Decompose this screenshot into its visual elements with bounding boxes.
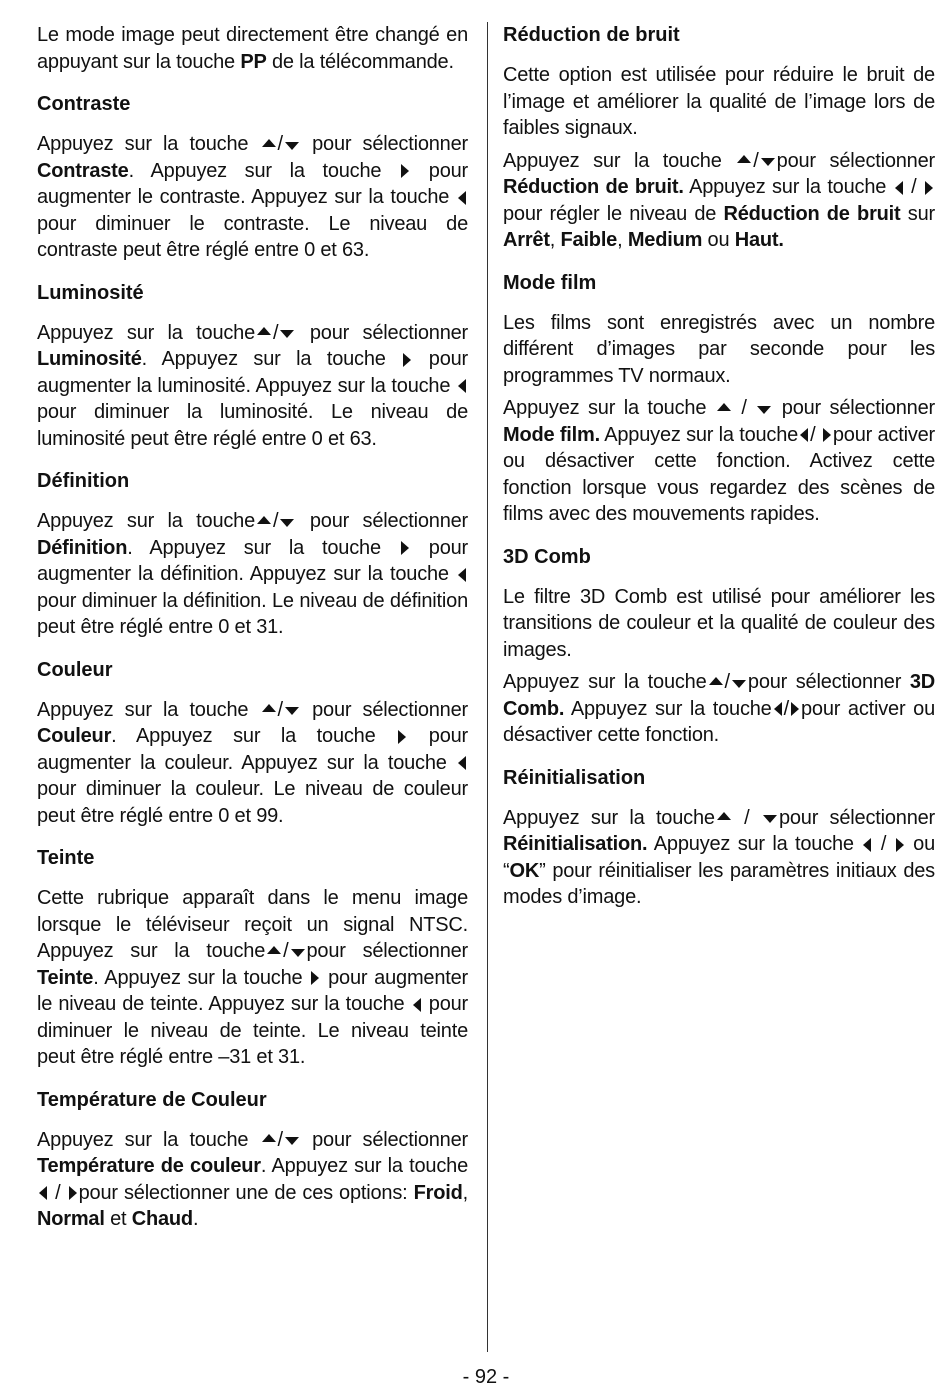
- left-column: [37, 22, 468, 1249]
- section-body: Cette rubrique apparaît dans le menu image lorsque le téléviseur reçoit un signal NTSC. Appuyez sur la touche / pour sélectionner Teinte. Appuyez sur la touche pour augmenter le niveau de teinte. Appuyez sur la touche pour diminuer le niveau de teinte. Le niveau teinte peut être réglé entre –31 et 31.: [37, 887, 469, 1068]
- down-arrow-icon: [761, 158, 775, 166]
- down-arrow-icon: [280, 519, 294, 527]
- section-description: Cette option est utilisée pour réduire le bruit de l’image et améliorer la qualité de l’image lors de faibles signaux.: [503, 64, 935, 139]
- section-title: Température de Couleur: [37, 1088, 267, 1111]
- section-body: Appuyez sur la touche / pour sélectionner Luminosité. Appuyez sur la touche pour augmenter la luminosité. Appuyez sur la touche pour diminuer la luminosité. Le niveau de luminosité peut être réglé entre 0 et 63.: [37, 321, 468, 450]
- down-arrow-icon: [763, 815, 777, 823]
- right-arrow-icon: [791, 702, 799, 716]
- right-arrow-icon: [69, 1186, 77, 1200]
- left-arrow-icon: [863, 838, 871, 852]
- up-arrow-icon: [709, 677, 723, 685]
- section-mode-film: [503, 270, 935, 528]
- section-temperature: [37, 1087, 468, 1233]
- section-body: Appuyez sur la touche / pour sélectionner Réinitialisation. Appuyez sur la touche / ou “OK” pour réinitialiser les paramètres initiaux des modes d’image.: [503, 806, 935, 908]
- up-arrow-icon: [267, 946, 281, 954]
- right-arrow-icon: [401, 164, 409, 178]
- up-arrow-icon: [257, 516, 271, 524]
- right-arrow-icon: [401, 541, 409, 555]
- left-arrow-icon: [413, 998, 421, 1012]
- intro-paragraph: Le mode image peut directement être changé en appuyant sur la touche PP de la télécommande.: [37, 24, 468, 73]
- up-arrow-icon: [262, 704, 276, 712]
- section-body: Appuyez sur la touche / pour sélectionner Définition. Appuyez sur la touche pour augmenter la définition. Appuyez sur la touche pour diminuer la définition. Le niveau de définition peut être réglé entre 0 et 31.: [37, 510, 469, 638]
- section-title: Définition: [37, 470, 130, 492]
- right-arrow-icon: [896, 838, 904, 852]
- section-body: Appuyez sur la touche / pour sélectionner Réduction de bruit. Appuyez sur la touche / pour régler le niveau de Réduction de bruit sur Arrêt, Faible, Medium ou Haut.: [503, 149, 935, 251]
- section-title: Teinte: [37, 847, 95, 869]
- up-arrow-icon: [717, 403, 731, 411]
- section-title: Luminosité: [37, 281, 144, 304]
- up-arrow-icon: [257, 327, 271, 335]
- left-arrow-icon: [895, 181, 903, 195]
- down-arrow-icon: [291, 949, 305, 957]
- section-contraste: [37, 91, 468, 264]
- section-body: Appuyez sur la touche / pour sélectionner Température de couleur. Appuyez sur la touche / pour sélectionner une de ces options: Froid, Normal et Chaud.: [37, 1128, 468, 1230]
- left-arrow-icon: [458, 756, 466, 770]
- section-title: Réinitialisation: [503, 766, 646, 789]
- section-description: Le filtre 3D Comb est utilisé pour améliorer les transitions de couleur et la qualité de couleur des images.: [503, 585, 935, 661]
- left-arrow-icon: [800, 428, 808, 442]
- down-arrow-icon: [757, 406, 771, 414]
- section-teinte: [37, 845, 468, 1071]
- section-definition: [37, 468, 468, 641]
- right-arrow-icon: [925, 181, 933, 195]
- right-arrow-icon: [823, 428, 831, 442]
- section-description: Les films sont enregistrés avec un nombre différent d’images par seconde pour les programmes TV normaux.: [503, 311, 935, 387]
- section-title: Réduction de bruit: [503, 24, 680, 46]
- up-arrow-icon: [717, 812, 731, 820]
- up-arrow-icon: [262, 139, 276, 147]
- down-arrow-icon: [285, 707, 299, 715]
- section-body: Appuyez sur la touche / pour sélectionner Contraste. Appuyez sur la touche pour augmenter le contraste. Appuyez sur la touche pour diminuer le contraste. Le niveau de contraste peut être réglé entre 0 et 63.: [37, 133, 468, 261]
- page-number: - 92 -: [462, 1366, 510, 1388]
- left-arrow-icon: [458, 379, 466, 393]
- down-arrow-icon: [280, 330, 294, 338]
- section-couleur: [37, 657, 468, 830]
- section-reduction-bruit: [503, 22, 935, 254]
- left-arrow-icon: [458, 191, 466, 205]
- section-body: Appuyez sur la touche / pour sélectionner Couleur. Appuyez sur la touche pour augmenter la couleur. Appuyez sur la touche pour diminuer la couleur. Le niveau de couleur peut être réglé entre 0 et 99.: [37, 698, 469, 827]
- section-title: Couleur: [37, 658, 113, 681]
- section-body: Appuyez sur la touche / pour sélectionner 3D Comb. Appuyez sur la touche / pour activer ou désactiver cette fonction.: [503, 671, 935, 746]
- section-title: Mode film: [503, 271, 597, 294]
- left-arrow-icon: [774, 702, 782, 716]
- section-title: Contraste: [37, 93, 131, 115]
- section-luminosite: [37, 280, 468, 453]
- section-title: 3D Comb: [503, 545, 591, 568]
- right-arrow-icon: [403, 353, 411, 367]
- right-column: [503, 22, 935, 927]
- section-reinitialisation: [503, 765, 935, 911]
- section-body: Appuyez sur la touche / pour sélectionner Mode film. Appuyez sur la touche / pour activer ou désactiver cette fonction. Activez cette fonction lorsque vous regardez des scènes de films avec des mouvements rapides.: [503, 397, 935, 525]
- down-arrow-icon: [285, 142, 299, 150]
- section-3d-comb: [503, 544, 935, 749]
- up-arrow-icon: [262, 1134, 276, 1142]
- up-arrow-icon: [737, 155, 751, 163]
- left-arrow-icon: [458, 568, 466, 582]
- down-arrow-icon: [732, 680, 746, 688]
- down-arrow-icon: [285, 1137, 299, 1145]
- right-arrow-icon: [311, 971, 319, 985]
- left-arrow-icon: [39, 1186, 47, 1200]
- column-divider: [487, 22, 488, 1352]
- right-arrow-icon: [398, 730, 406, 744]
